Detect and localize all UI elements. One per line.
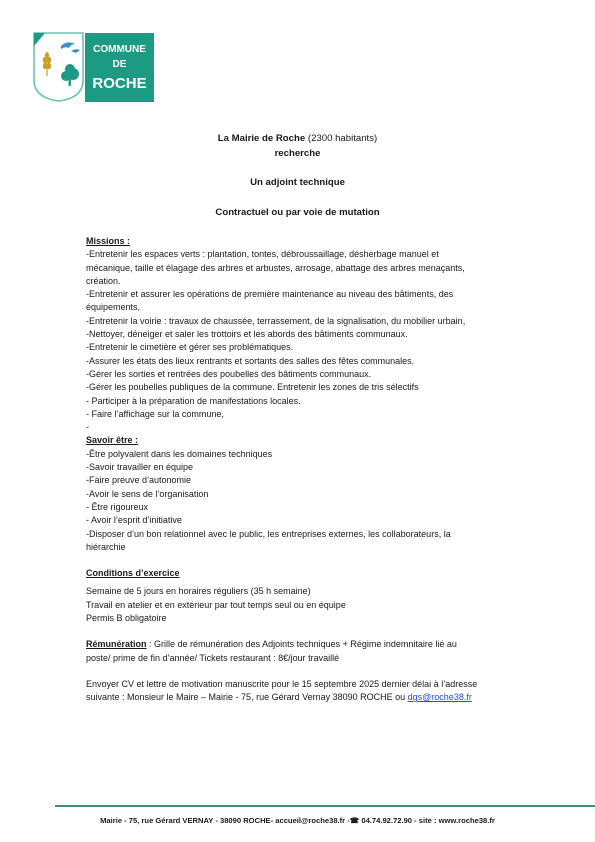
savoir-line: -Disposer d’un bon relationnel avec le public, les entreprises externes, les collaborateurs, la [86,528,451,539]
savoir-line: - Avoir l’esprit d’initiative [86,515,182,526]
email-link[interactable]: dgs@roche38.fr [407,692,472,703]
contract-type: Contractuel ou par voie de mutation [215,207,380,218]
missions-line: création. [86,275,121,286]
logo-text-roche: ROCHE [92,75,147,92]
missions-line: -Nettoyer, déneiger et saler les trottoirs et les abords des bâtiments communaux. [86,329,408,340]
org-line [0,133,595,144]
logo-emblem-frame [34,33,83,101]
missions-line: -Entretenir le cimetière et gérer ses problématiques. [86,342,294,353]
savoir-line: hiérarchie [86,541,126,552]
wheat-icon [43,53,50,76]
envoi-line-2 [86,691,526,704]
missions-line: -Entretenir et assurer les opérations de première maintenance au niveau des bâtiments, des [86,289,454,300]
savoir-line: - Être rigoureux [86,501,149,512]
missions-line: mécanique, taille et élagage des arbres et arbustes, arrosage, abattage des arbres menaçants, [86,262,465,273]
recherche-line: recherche [274,148,321,159]
savoir-line: -Être polyvalent dans les domaines techniques [86,448,273,459]
conditions-line: Semaine de 5 jours en horaires réguliers (35 h semaine) [86,586,311,597]
missions-line: - Faire l’affichage sur la commune, [86,408,224,419]
logo-text-de: DE [112,59,127,70]
remuneration-label: Rémunération [86,639,147,650]
missions-line: -Entretenir la voirie : travaux de chaussée, terrassement, de la signalisation, du mobilier urbain, [86,315,466,326]
post-title: Un adjoint technique [250,177,345,188]
org-name: La Mairie de Roche [217,133,306,144]
envoi-address: suivante : Monsieur le Maire – Mairie - 75, rue Gérard Vernay 38090 ROCHE ou [86,692,408,703]
missions-line: -Assurer les états des lieux rentrants et sortants des salles des fêtes communales. [86,355,415,366]
savoir-heading: Savoir être : [86,435,139,446]
job-description [86,235,526,705]
conditions-heading: Conditions d’exercice [86,568,180,579]
missions-line: -Gérer les sorties et rentrées des poubelles des bâtiments communaux. [86,368,372,379]
logo-emblem-corner [34,33,45,46]
tree-icon [61,64,79,86]
remuneration-line [86,638,526,651]
missions-line: - Participer à la préparation de manifestations locales. [86,395,301,406]
savoir-line: -Avoir le sens de l’organisation [86,488,209,499]
footer-contact: Mairie - 75, rue Gérard VERNAY - 38090 ROCHE- accueil@roche38.fr -☎ 04.74.92.72.90 - site : www.roche38.fr [100,816,495,825]
remuneration-line-2: poste/ prime de fin d’année/ Tickets restaurant : 8€/jour travaillé [86,652,340,663]
missions-line: -Entretenir les espaces verts : plantation, tontes, débroussaillage, désherbage manuel et [86,249,439,260]
missions-line: -Gérer les poubelles publiques de la commune. Entretenir les zones de tris sélectifs [86,382,419,393]
conditions-line: Permis B obligatoire [86,613,167,624]
missions-line: équipements, [86,302,141,313]
missions-heading: Missions : [86,236,131,246]
logo-text-commune: COMMUNE [93,44,146,55]
dolphin-icon [61,42,80,53]
commune-logo [31,32,154,102]
remuneration-text: : Grille de rémunération des Adjoints techniques + Régime indemnitaire lié au [146,639,457,650]
missions-line: - [86,422,89,433]
savoir-line: -Faire preuve d’autonomie [86,475,192,486]
footer-divider [55,805,595,807]
savoir-line: -Savoir travailler en équipe [86,462,194,473]
envoi-line: Envoyer CV et lettre de motivation manuscrite pour le 15 septembre 2025 dernier délai à l’adresse [86,678,478,689]
org-population: (2300 habitants) [307,133,378,144]
conditions-line: Travail en atelier et en extérieur par tout temps seul ou en équipe [86,599,346,610]
